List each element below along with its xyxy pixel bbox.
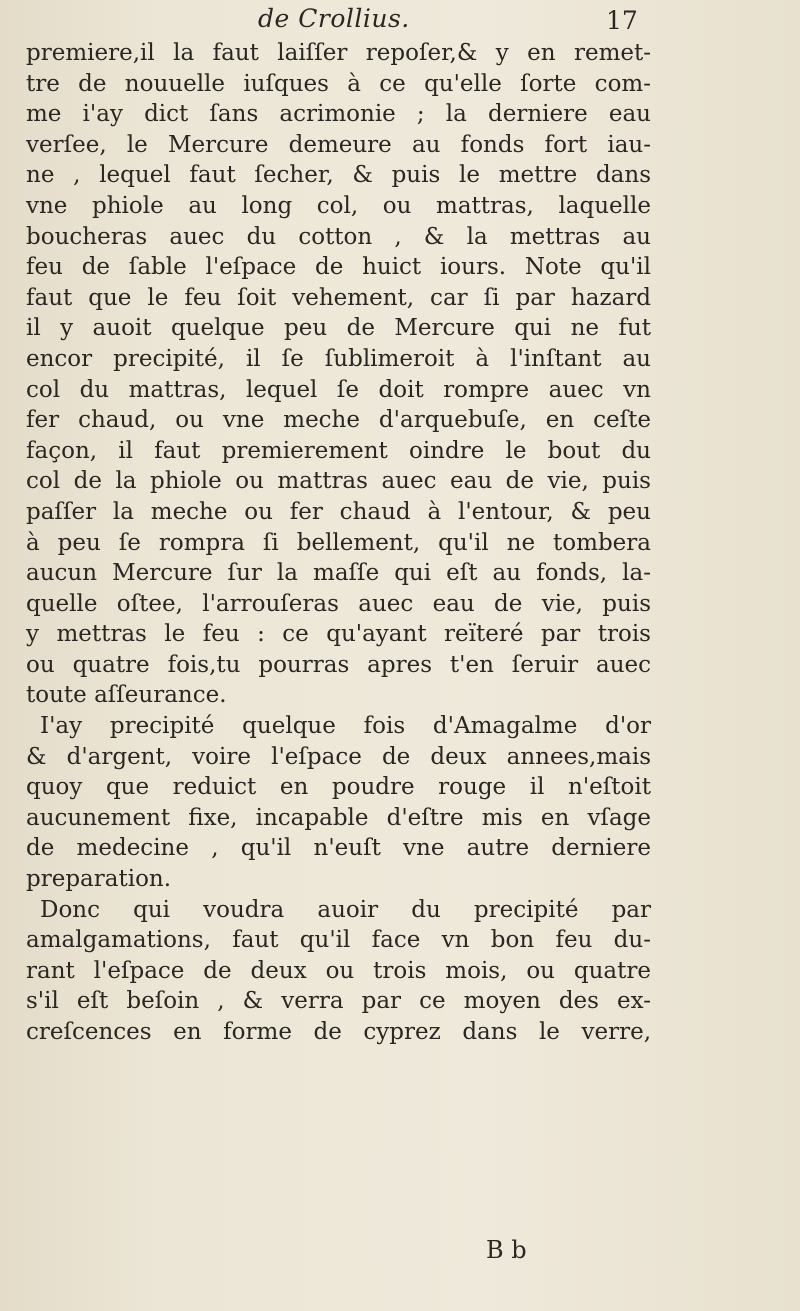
signature-mark: B b	[486, 1236, 527, 1264]
text-line: faut que le feu ſoit vehement, car ſi par hazard	[26, 284, 651, 311]
running-title: de Crollius.	[258, 4, 410, 33]
text-line: & d'argent, voire l'eſpace de deux annees,mais	[26, 743, 651, 770]
page-header	[0, 2, 800, 40]
text-line: boucheras auec du cotton , & la mettras au	[26, 223, 651, 250]
text-line: col du mattras, lequel ſe doit rompre auec vn	[26, 376, 651, 403]
text-line: feu de ſable l'eſpace de huict iours. Note qu'il	[26, 254, 651, 281]
text-line: rant l'eſpace de deux ou trois mois, ou quatre	[26, 957, 651, 984]
text-line: preparation.	[26, 866, 172, 893]
text-line: Donc qui voudra auoir du precipité par	[40, 896, 651, 923]
text-line: à peu ſe rompra ſi bellement, qu'il ne tombera	[26, 529, 651, 556]
text-line: de medecine , qu'il n'euſt vne autre derniere	[26, 835, 651, 862]
text-line: quoy que reduict en poudre rouge il n'eſtoit	[26, 774, 651, 801]
text-line: ou quatre fois,tu pourras apres t'en ſeruir auec	[26, 651, 651, 678]
text-line: paſſer la meche ou fer chaud à l'entour, & peu	[26, 498, 651, 525]
text-line: façon, il faut premierement oindre le bout du	[26, 437, 651, 464]
text-line: vne phiole au long col, ou mattras, laquelle	[26, 192, 651, 219]
text-line: y mettras le feu : ce qu'ayant reïteré par trois	[26, 621, 651, 648]
text-line: il y auoit quelque peu de Mercure qui ne fut	[26, 315, 651, 342]
text-line: amalgamations, faut qu'il face vn bon feu du-	[26, 927, 651, 954]
text-line: s'il eſt beſoin , & verra par ce moyen des ex-	[26, 988, 651, 1015]
text-line: ne , lequel faut ſecher, & puis le mettre dans	[26, 162, 651, 189]
text-line: aucunement fixe, incapable d'eſtre mis en vſage	[26, 804, 651, 831]
text-line: fer chaud, ou vne meche d'arquebuſe, en ceſte	[26, 407, 651, 434]
body-text	[26, 38, 651, 1048]
text-line: premiere,il la faut laiſſer repoſer,& y en remet-	[26, 40, 651, 66]
text-line: verſee, le Mercure demeure au fonds fort iau-	[26, 131, 651, 158]
text-line: toute aſſeurance.	[26, 682, 227, 709]
text-line: I'ay precipité quelque fois d'Amagalme d'or	[40, 713, 651, 740]
text-line: me i'ay dict ſans acrimonie ; la derniere eau	[26, 101, 651, 128]
text-line: quelle oſtee, l'arrouſeras auec eau de vie, puis	[26, 590, 651, 617]
text-line: encor precipité, il ſe ſublimeroit à l'inſtant au	[26, 345, 651, 372]
text-line: aucun Mercure ſur la maſſe qui eſt au fonds, la-	[26, 560, 651, 587]
text-line: creſcences en forme de cyprez dans le verre,	[26, 1019, 651, 1045]
text-line: tre de nouuelle iuſques à ce qu'elle ſorte com-	[26, 70, 651, 97]
text-line: col de la phiole ou mattras auec eau de vie, puis	[26, 468, 651, 495]
page-number: 17	[606, 6, 638, 35]
